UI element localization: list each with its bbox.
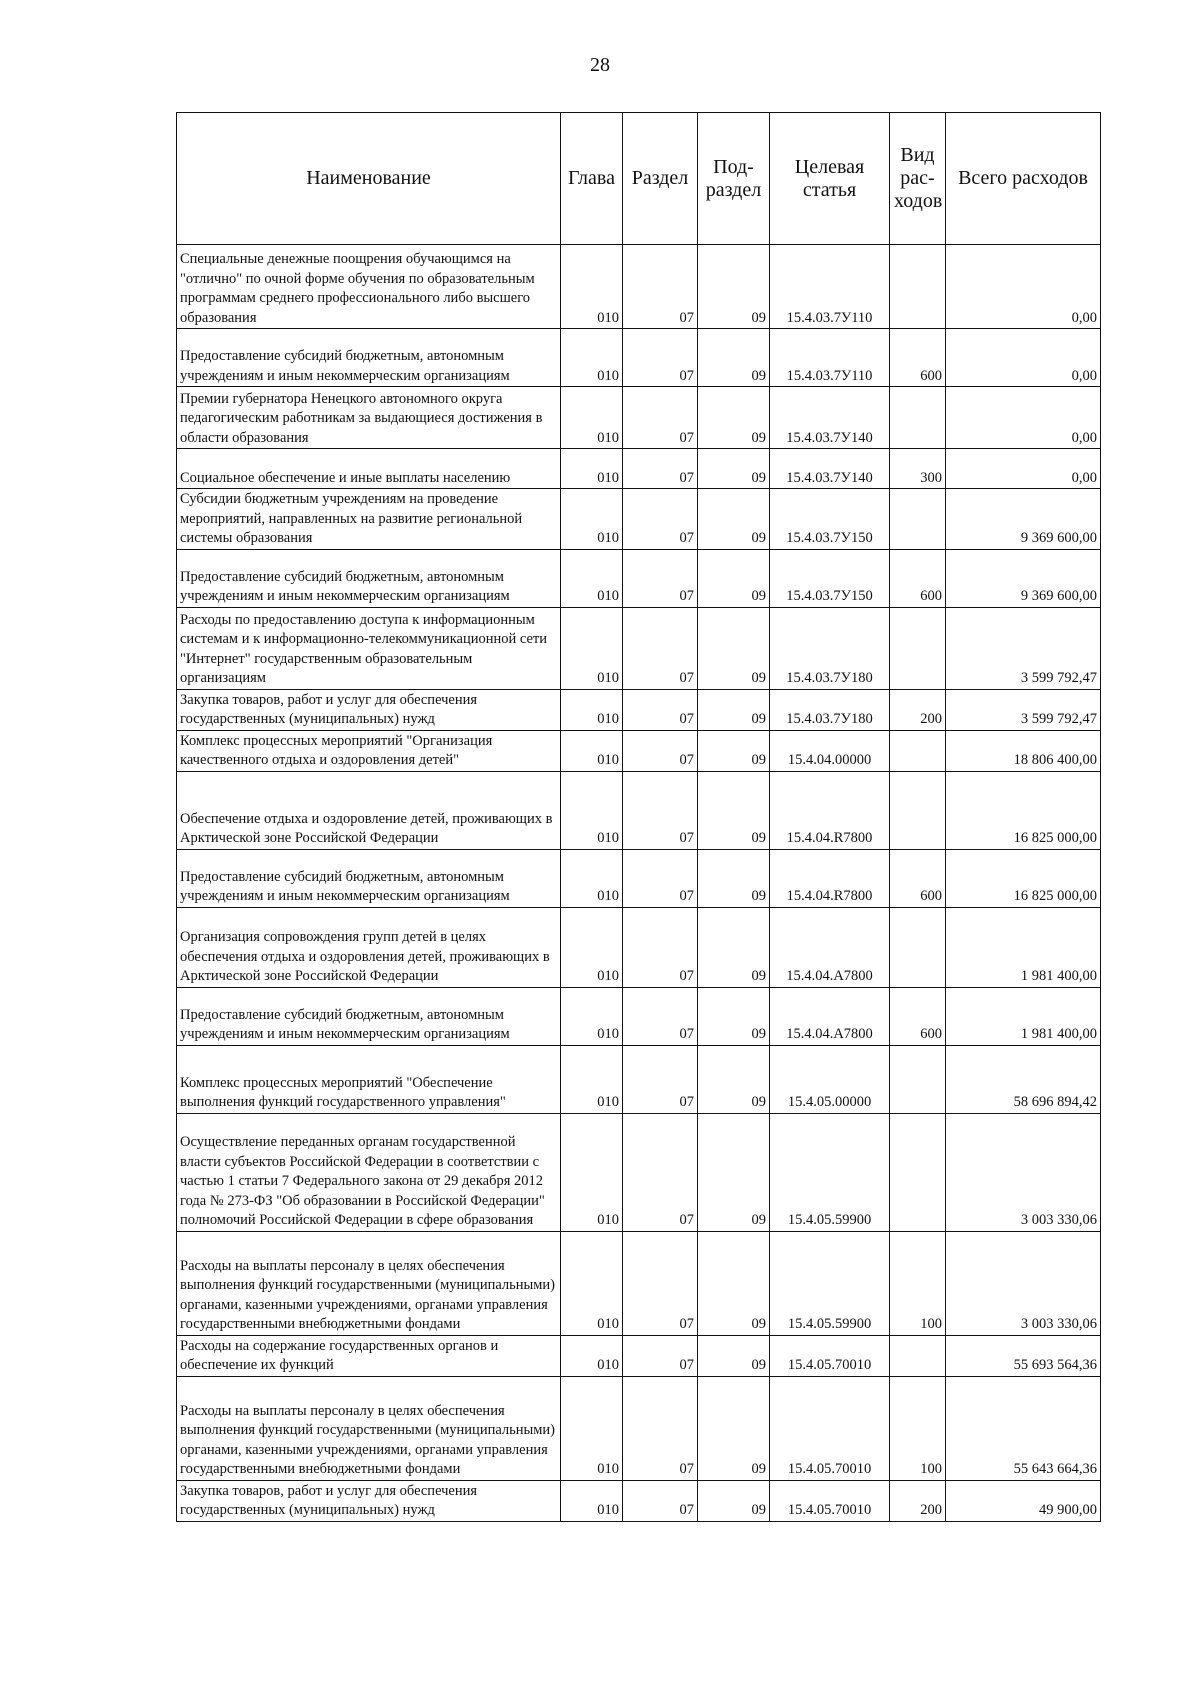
header-expense-kind: Вид рас- ходов [890, 113, 946, 245]
row-target-article: 15.4.04.A7800 [770, 907, 890, 987]
table-row [177, 1045, 1101, 1113]
row-total: 58 696 894,42 [946, 1045, 1101, 1113]
row-subsection: 09 [698, 387, 770, 449]
row-total: 3 003 330,06 [946, 1113, 1101, 1231]
row-name: Расходы на выплаты персоналу в целях обеспечения выполнения функций государственными (муниципальными) органами, казенными учреждениями, органами управления государственными внебюджетными фондами [177, 1376, 561, 1480]
row-section: 07 [623, 549, 698, 607]
row-expense-kind: 200 [890, 1480, 946, 1521]
row-chapter: 010 [561, 607, 623, 689]
row-chapter: 010 [561, 689, 623, 730]
row-section: 07 [623, 607, 698, 689]
row-chapter: 010 [561, 329, 623, 387]
row-section: 07 [623, 987, 698, 1045]
row-chapter: 010 [561, 987, 623, 1045]
row-target-article: 15.4.03.7У140 [770, 387, 890, 449]
row-target-article: 15.4.05.59900 [770, 1113, 890, 1231]
row-name: Закупка товаров, работ и услуг для обеспечения государственных (муниципальных) нужд [177, 689, 561, 730]
row-target-article: 15.4.03.7У110 [770, 329, 890, 387]
row-total: 55 643 664,36 [946, 1376, 1101, 1480]
row-subsection: 09 [698, 907, 770, 987]
row-expense-kind: 200 [890, 689, 946, 730]
row-subsection: 09 [698, 849, 770, 907]
row-total: 55 693 564,36 [946, 1335, 1101, 1376]
row-target-article: 15.4.04.R7800 [770, 771, 890, 849]
row-subsection: 09 [698, 607, 770, 689]
row-section: 07 [623, 449, 698, 489]
row-expense-kind [890, 1045, 946, 1113]
row-total: 3 003 330,06 [946, 1231, 1101, 1335]
row-section: 07 [623, 245, 698, 329]
row-name: Обеспечение отдыха и оздоровление детей, проживающих в Арктической зоне Российской Федерации [177, 771, 561, 849]
row-chapter: 010 [561, 1480, 623, 1521]
row-chapter: 010 [561, 771, 623, 849]
row-subsection: 09 [698, 329, 770, 387]
row-total: 9 369 600,00 [946, 489, 1101, 550]
table-row [177, 329, 1101, 387]
row-expense-kind [890, 387, 946, 449]
row-total: 3 599 792,47 [946, 689, 1101, 730]
row-target-article: 15.4.03.7У180 [770, 607, 890, 689]
table-row [177, 549, 1101, 607]
row-section: 07 [623, 771, 698, 849]
row-chapter: 010 [561, 1045, 623, 1113]
row-name: Расходы по предоставлению доступа к информационным системам и к информационно-телекоммуникационной сети "Интернет" государственным образовательным организациям [177, 607, 561, 689]
row-chapter: 010 [561, 245, 623, 329]
row-target-article: 15.4.04.A7800 [770, 987, 890, 1045]
row-expense-kind: 600 [890, 987, 946, 1045]
row-expense-kind [890, 771, 946, 849]
row-section: 07 [623, 689, 698, 730]
row-section: 07 [623, 489, 698, 550]
table-row [177, 1113, 1101, 1231]
row-name: Расходы на выплаты персоналу в целях обеспечения выполнения функций государственными (муниципальными) органами, казенными учреждениями, органами управления государственными внебюджетными фондами [177, 1231, 561, 1335]
row-name: Предоставление субсидий бюджетным, автономным учреждениям и иным некоммерческим организациям [177, 849, 561, 907]
row-section: 07 [623, 1335, 698, 1376]
table-row [177, 907, 1101, 987]
header-subsection: Под- раздел [698, 113, 770, 245]
row-target-article: 15.4.05.70010 [770, 1376, 890, 1480]
row-chapter: 010 [561, 1231, 623, 1335]
table-row [177, 607, 1101, 689]
row-expense-kind [890, 245, 946, 329]
row-name: Комплекс процессных мероприятий "Обеспечение выполнения функций государственного управления" [177, 1045, 561, 1113]
row-expense-kind [890, 607, 946, 689]
table-header-row [177, 113, 1101, 245]
row-total: 1 981 400,00 [946, 987, 1101, 1045]
row-total: 1 981 400,00 [946, 907, 1101, 987]
row-target-article: 15.4.05.70010 [770, 1335, 890, 1376]
row-total: 18 806 400,00 [946, 730, 1101, 771]
row-subsection: 09 [698, 1480, 770, 1521]
row-subsection: 09 [698, 1376, 770, 1480]
row-target-article: 15.4.04.00000 [770, 730, 890, 771]
header-target-article: Целевая статья [770, 113, 890, 245]
row-chapter: 010 [561, 907, 623, 987]
row-section: 07 [623, 730, 698, 771]
row-name: Организация сопровождения групп детей в целях обеспечения отдыха и оздоровления детей, проживающих в Арктической зоне Российской Федерации [177, 907, 561, 987]
row-section: 07 [623, 1480, 698, 1521]
row-target-article: 15.4.03.7У150 [770, 549, 890, 607]
row-target-article: 15.4.04.R7800 [770, 849, 890, 907]
row-expense-kind [890, 489, 946, 550]
table-row [177, 771, 1101, 849]
table-row [177, 689, 1101, 730]
row-expense-kind [890, 907, 946, 987]
row-total: 0,00 [946, 387, 1101, 449]
row-chapter: 010 [561, 449, 623, 489]
row-expense-kind [890, 1113, 946, 1231]
row-name: Субсидии бюджетным учреждениям на проведение мероприятий, направленных на развитие региональной системы образования [177, 489, 561, 550]
row-section: 07 [623, 907, 698, 987]
table-row [177, 1231, 1101, 1335]
row-section: 07 [623, 387, 698, 449]
row-expense-kind: 100 [890, 1231, 946, 1335]
row-subsection: 09 [698, 549, 770, 607]
table-row [177, 1480, 1101, 1521]
table-row [177, 1376, 1101, 1480]
row-section: 07 [623, 1113, 698, 1231]
row-total: 0,00 [946, 329, 1101, 387]
row-name: Предоставление субсидий бюджетным, автономным учреждениям и иным некоммерческим организациям [177, 987, 561, 1045]
row-chapter: 010 [561, 1335, 623, 1376]
table-row [177, 449, 1101, 489]
header-name: Наименование [177, 113, 561, 245]
table-row [177, 489, 1101, 550]
row-expense-kind: 600 [890, 329, 946, 387]
row-subsection: 09 [698, 449, 770, 489]
row-section: 07 [623, 1231, 698, 1335]
row-expense-kind [890, 1335, 946, 1376]
row-total: 49 900,00 [946, 1480, 1101, 1521]
row-section: 07 [623, 329, 698, 387]
row-chapter: 010 [561, 730, 623, 771]
row-chapter: 010 [561, 1376, 623, 1480]
row-name: Социальное обеспечение и иные выплаты населению [177, 449, 561, 489]
row-expense-kind [890, 730, 946, 771]
row-name: Премии губернатора Ненецкого автономного округа педагогическим работникам за выдающиеся достижения в области образования [177, 387, 561, 449]
row-total: 0,00 [946, 245, 1101, 329]
row-section: 07 [623, 1376, 698, 1480]
row-total: 16 825 000,00 [946, 849, 1101, 907]
budget-table [176, 112, 1101, 1522]
row-chapter: 010 [561, 489, 623, 550]
row-subsection: 09 [698, 1113, 770, 1231]
row-subsection: 09 [698, 771, 770, 849]
row-expense-kind: 100 [890, 1376, 946, 1480]
row-target-article: 15.4.05.70010 [770, 1480, 890, 1521]
page-number: 28 [590, 54, 610, 76]
table-row [177, 245, 1101, 329]
row-name: Закупка товаров, работ и услуг для обеспечения государственных (муниципальных) нужд [177, 1480, 561, 1521]
row-target-article: 15.4.05.59900 [770, 1231, 890, 1335]
row-chapter: 010 [561, 849, 623, 907]
row-subsection: 09 [698, 987, 770, 1045]
row-total: 16 825 000,00 [946, 771, 1101, 849]
row-chapter: 010 [561, 549, 623, 607]
row-subsection: 09 [698, 1335, 770, 1376]
row-target-article: 15.4.03.7У180 [770, 689, 890, 730]
row-name: Предоставление субсидий бюджетным, автономным учреждениям и иным некоммерческим организациям [177, 329, 561, 387]
row-expense-kind: 600 [890, 549, 946, 607]
row-subsection: 09 [698, 730, 770, 771]
table-row [177, 1335, 1101, 1376]
row-total: 9 369 600,00 [946, 549, 1101, 607]
header-section: Раздел [623, 113, 698, 245]
row-target-article: 15.4.05.00000 [770, 1045, 890, 1113]
table-row [177, 387, 1101, 449]
row-target-article: 15.4.03.7У150 [770, 489, 890, 550]
row-expense-kind: 600 [890, 849, 946, 907]
table-row [177, 849, 1101, 907]
row-subsection: 09 [698, 1231, 770, 1335]
row-subsection: 09 [698, 689, 770, 730]
row-subsection: 09 [698, 1045, 770, 1113]
row-total: 0,00 [946, 449, 1101, 489]
header-total: Всего расходов [946, 113, 1101, 245]
row-total: 3 599 792,47 [946, 607, 1101, 689]
row-subsection: 09 [698, 489, 770, 550]
row-chapter: 010 [561, 1113, 623, 1231]
row-target-article: 15.4.03.7У110 [770, 245, 890, 329]
row-name: Специальные денежные поощрения обучающимся на "отлично" по очной форме обучения по образовательным программам среднего профессионального либо высшего образования [177, 245, 561, 329]
row-name: Комплекс процессных мероприятий "Организация качественного отдыха и оздоровления детей" [177, 730, 561, 771]
table-row [177, 730, 1101, 771]
row-chapter: 010 [561, 387, 623, 449]
row-section: 07 [623, 849, 698, 907]
row-subsection: 09 [698, 245, 770, 329]
row-name: Предоставление субсидий бюджетным, автономным учреждениям и иным некоммерческим организациям [177, 549, 561, 607]
row-name: Расходы на содержание государственных органов и обеспечение их функций [177, 1335, 561, 1376]
row-section: 07 [623, 1045, 698, 1113]
row-name: Осуществление переданных органам государственной власти субъектов Российской Федерации в соответствии с частью 1 статьи 7 Федерального закона от 29 декабря 2012 года № 273-ФЗ "Об образовании в Российской Федерации" полномочий Российской Федерации в сфере образования [177, 1113, 561, 1231]
header-chapter: Глава [561, 113, 623, 245]
table-row [177, 987, 1101, 1045]
row-target-article: 15.4.03.7У140 [770, 449, 890, 489]
row-expense-kind: 300 [890, 449, 946, 489]
